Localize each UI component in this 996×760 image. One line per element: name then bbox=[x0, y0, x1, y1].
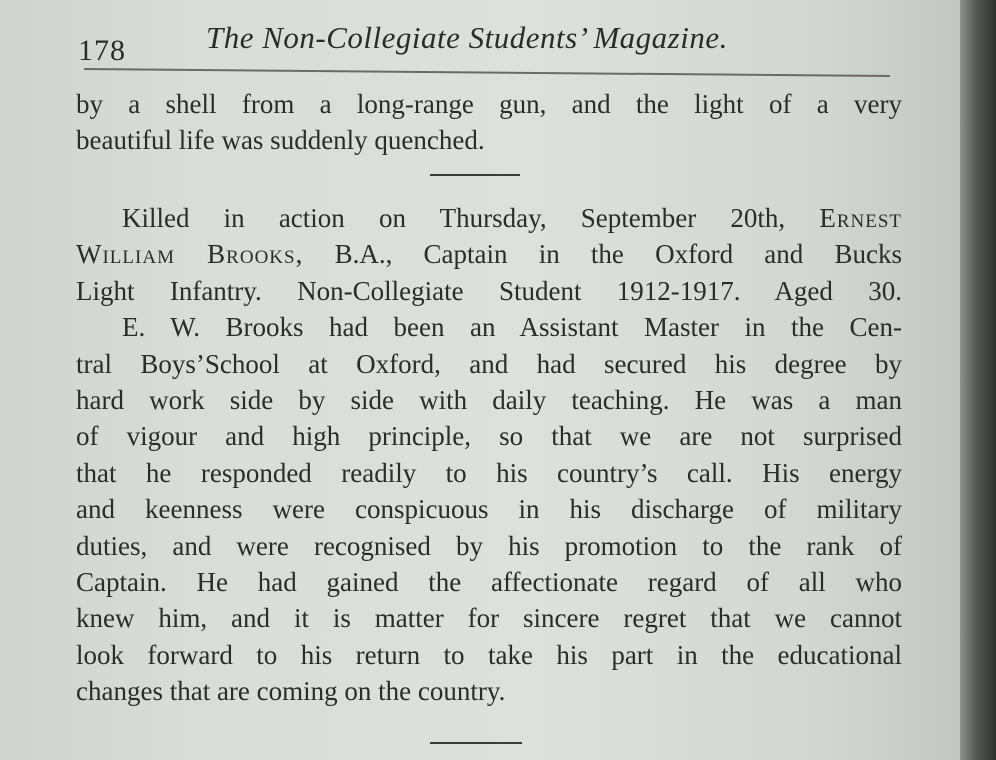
section-divider bbox=[430, 174, 520, 176]
text-line: Light Infantry. Non-Collegiate Student 1912-1917. Aged 30. bbox=[76, 275, 902, 306]
obituary-rank: B.A., Captain in the Oxford and Bucks bbox=[334, 239, 902, 270]
text-line: duties, and were recognised by his promotion to the rank of bbox=[76, 530, 902, 561]
continued-paragraph bbox=[76, 86, 902, 159]
page-number: 178 bbox=[78, 34, 126, 67]
obituary-intro: Killed in action on Thursday, September 20th, bbox=[122, 203, 786, 233]
text-line: by a shell from a long-range gun, and the light of a very bbox=[76, 89, 902, 119]
text-line: look forward to his return to take his part in the educational bbox=[76, 639, 902, 670]
text-line: of vigour and high principle, so that we are not surprised bbox=[76, 421, 902, 452]
text-line: beautiful life was suddenly quenched. bbox=[76, 125, 485, 156]
text-line: and keenness were conspicuous in his discharge of military bbox=[76, 494, 902, 525]
header-rule bbox=[84, 68, 890, 77]
obituary-name-first: Ernest bbox=[819, 203, 903, 233]
text-line: tral Boys’School at Oxford, and had secured his degree by bbox=[76, 348, 902, 379]
text-line: hard work side by side with daily teaching. He was a man bbox=[76, 384, 902, 415]
running-title: The Non-Collegiate Students’ Magazine. bbox=[206, 20, 728, 55]
section-divider bbox=[430, 742, 522, 744]
obituary-name-rest: William Brooks, bbox=[76, 239, 304, 270]
text-line bbox=[76, 236, 902, 272]
text-line: changes that are coming on the country. bbox=[76, 676, 506, 707]
text-line: that he responded readily to his country’s call. His energy bbox=[76, 457, 902, 488]
page-edge-shadow bbox=[960, 0, 996, 760]
text-line: E. W. Brooks had been an Assistant Master in the Cen- bbox=[122, 312, 902, 343]
text-line bbox=[76, 200, 902, 236]
text-line: knew him, and it is matter for sincere regret that we cannot bbox=[76, 603, 902, 634]
page-header bbox=[78, 18, 898, 68]
text-line: Captain. He had gained the affectionate regard of all who bbox=[76, 566, 902, 597]
obituary-paragraph bbox=[76, 200, 902, 709]
